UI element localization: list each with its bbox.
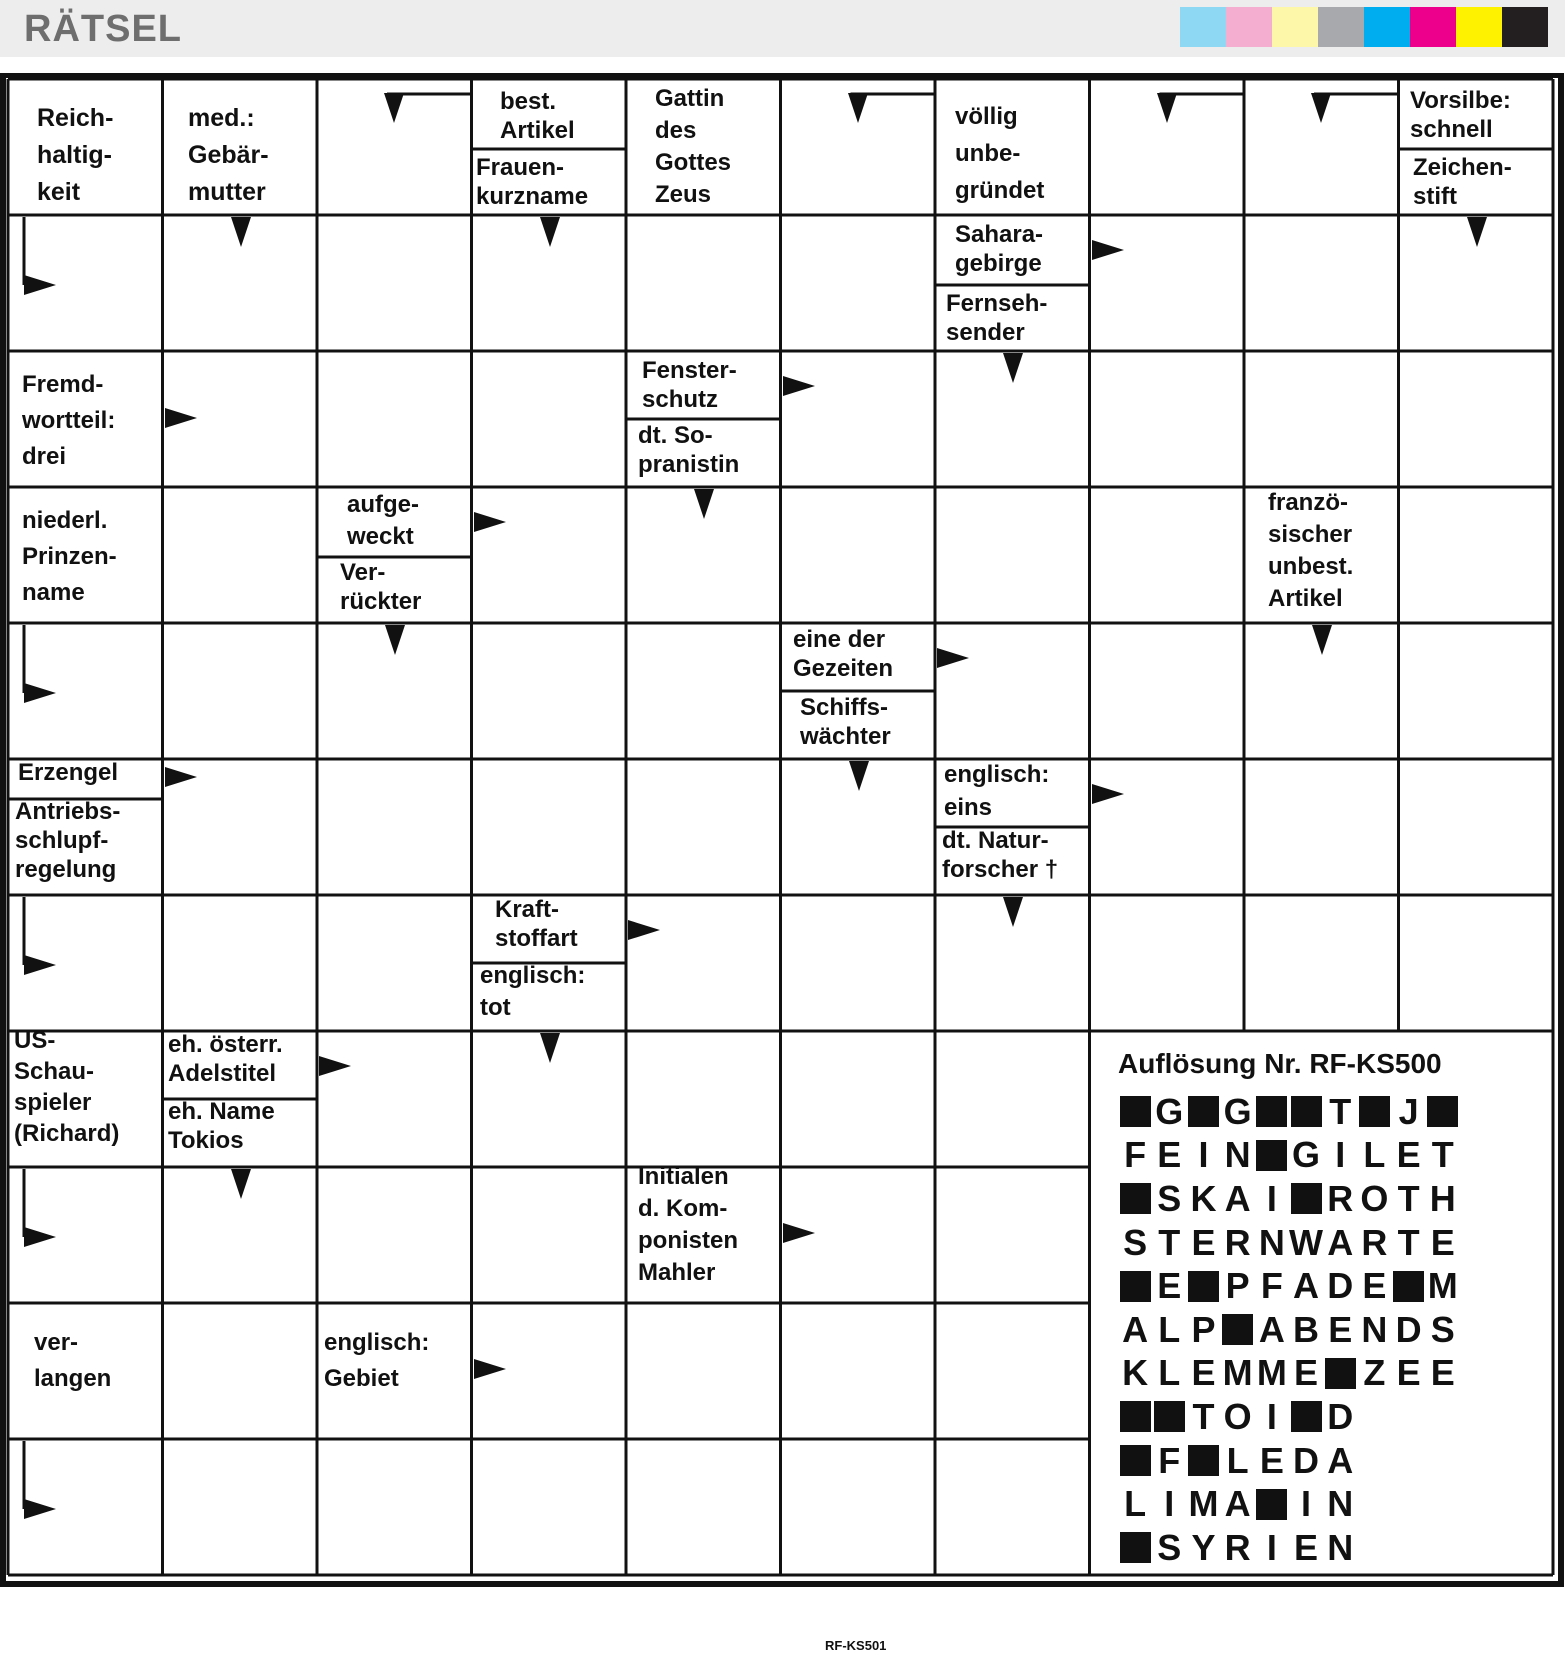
solution-row: [1118, 1177, 1460, 1221]
solution-row: [1118, 1395, 1460, 1439]
solution-black-square: [1357, 1090, 1391, 1134]
solution-letter: S: [1157, 1526, 1182, 1568]
solution-letter: N: [1327, 1483, 1354, 1525]
solution-letter: I: [1198, 1134, 1209, 1176]
clue-us-schauspieler: US- Schau- spieler (Richard): [14, 1027, 120, 1147]
clue-best-artikel: best. Artikel: [500, 88, 575, 144]
clue-fensterschutz: Fenster- schutz: [642, 357, 737, 413]
arrow-right-icon: [24, 955, 56, 975]
solution-letter: A: [1293, 1265, 1320, 1307]
solution-letter: G: [1155, 1090, 1184, 1132]
solution-letter: E: [1328, 1308, 1353, 1350]
solution-letter: L: [1158, 1352, 1181, 1394]
clue-initialen-mahler: Initialen d. Kom- ponisten Mahler: [638, 1163, 738, 1286]
solution-letter: E: [1259, 1439, 1284, 1481]
solution-black-square: [1118, 1264, 1152, 1308]
arrow-down-icon: [540, 217, 560, 247]
arrow-right-icon: [24, 275, 56, 295]
solution-black-square: [1118, 1395, 1152, 1439]
solution-letter: I: [1301, 1483, 1312, 1525]
solution-letter: M: [1188, 1483, 1219, 1525]
solution-letter: E: [1157, 1265, 1182, 1307]
solution-letter: N: [1361, 1308, 1388, 1350]
solution-black-square: [1152, 1395, 1186, 1439]
clue-vorsilbe-schnell: Vorsilbe: schnell: [1410, 87, 1511, 143]
color-calibration-bar: [1180, 7, 1548, 47]
puzzle-code: RF-KS501: [825, 1638, 887, 1653]
solution-letter: R: [1327, 1177, 1354, 1219]
clue-adelstitel: eh. österr. Adelstitel: [168, 1031, 283, 1087]
arrow-down-icon: [540, 1033, 560, 1063]
solution-letter: M: [1222, 1352, 1253, 1394]
solution-letter: E: [1430, 1221, 1455, 1263]
clue-reichhaltigkeit: Reich- haltig- keit: [37, 104, 114, 206]
solution-letter: K: [1190, 1177, 1217, 1219]
solution-row: [1118, 1221, 1460, 1265]
solution-black-square: [1255, 1134, 1289, 1178]
solution-letter: A: [1224, 1483, 1251, 1525]
arrow-right-icon: [783, 1223, 815, 1243]
solution-letter: J: [1398, 1090, 1419, 1132]
solution-letter: F: [1158, 1439, 1181, 1481]
arrow-down-icon: [1157, 93, 1177, 123]
solution-letter: E: [1191, 1221, 1216, 1263]
solution-letter: I: [1335, 1134, 1346, 1176]
clue-verlangen: ver- langen: [34, 1329, 112, 1392]
solution-black-square: [1289, 1090, 1323, 1134]
solution-letter: A: [1122, 1308, 1149, 1350]
clue-englisch-eins: englisch: eins: [944, 761, 1050, 821]
solution-letter: S: [1157, 1177, 1182, 1219]
solution-letter: E: [1294, 1352, 1319, 1394]
solution-letter: A: [1327, 1221, 1354, 1263]
solution-black-square: [1186, 1439, 1220, 1483]
solution-letter: A: [1224, 1177, 1251, 1219]
solution-letter: E: [1362, 1265, 1387, 1307]
arrow-right-icon: [24, 1499, 56, 1519]
page-title: RÄTSEL: [24, 8, 182, 50]
clue-gattin-des-zeus: Gattin des Gottes Zeus: [655, 85, 732, 208]
clue-verrueckter: Ver- rückter: [340, 559, 422, 615]
arrow-down-icon: [384, 93, 404, 123]
solution-letter: K: [1122, 1352, 1149, 1394]
arrow-down-icon: [1003, 353, 1023, 383]
arrow-down-icon: [1312, 625, 1332, 655]
solution-letter: G: [1292, 1134, 1321, 1176]
solution-letter: O: [1223, 1395, 1252, 1437]
solution-letter: R: [1361, 1221, 1388, 1263]
solution-letter: T: [1192, 1395, 1215, 1437]
solution-row: [1118, 1264, 1460, 1308]
solution-letter: R: [1224, 1526, 1251, 1568]
arrow-right-icon: [474, 512, 506, 532]
solution-black-square: [1118, 1090, 1152, 1134]
arrow-right-icon: [319, 1056, 351, 1076]
solution-letter: E: [1430, 1352, 1455, 1394]
solution-letter: I: [1164, 1483, 1175, 1525]
solution-letter: T: [1158, 1221, 1181, 1263]
arrow-down-icon: [1003, 897, 1023, 927]
arrow-down-icon: [1467, 217, 1487, 247]
solution-letter: S: [1430, 1308, 1455, 1350]
color-swatch: [1502, 7, 1548, 47]
solution-letter: W: [1289, 1221, 1324, 1263]
color-swatch: [1226, 7, 1272, 47]
solution-letter: M: [1427, 1265, 1458, 1307]
solution-letter: L: [1124, 1483, 1147, 1525]
clue-voellig-unbegruendet: völlig unbe- gründet: [955, 103, 1045, 204]
arrow-right-icon: [165, 408, 197, 428]
arrow-down-icon: [1311, 93, 1331, 123]
solution-black-square: [1118, 1177, 1152, 1221]
arrow-down-icon: [231, 1169, 251, 1199]
solution-black-square: [1118, 1526, 1152, 1570]
solution-letter: S: [1123, 1221, 1148, 1263]
solution-letter: L: [1226, 1439, 1249, 1481]
solution-grid: [1118, 1090, 1460, 1570]
arrow-down-icon: [694, 489, 714, 519]
solution-letter: E: [1157, 1134, 1182, 1176]
arrow-right-icon: [1092, 240, 1124, 260]
solution-letter: H: [1429, 1177, 1456, 1219]
solution-letter: E: [1396, 1134, 1421, 1176]
solution-black-square: [1186, 1264, 1220, 1308]
arrow-right-icon: [937, 648, 969, 668]
arrow-right-icon: [783, 376, 815, 396]
arrow-right-icon: [628, 920, 660, 940]
color-swatch: [1364, 7, 1410, 47]
clue-erzengel: Erzengel: [18, 759, 119, 786]
solution-black-square: [1426, 1090, 1460, 1134]
solution-letter: F: [1260, 1265, 1283, 1307]
solution-letter: T: [1431, 1134, 1454, 1176]
solution-letter: E: [1191, 1352, 1216, 1394]
header-bar: [0, 0, 1565, 57]
clue-kraftstoffart: Kraft- stoffart: [495, 896, 578, 952]
solution-title: Auflösung Nr. RF-KS500: [1118, 1048, 1442, 1079]
color-swatch: [1318, 7, 1364, 47]
arrow-down-icon: [849, 761, 869, 791]
solution-letter: B: [1293, 1308, 1320, 1350]
solution-letter: E: [1294, 1526, 1319, 1568]
arrow-down-icon: [231, 217, 251, 247]
clue-prinzenname: niederl. Prinzen- name: [22, 507, 117, 606]
solution-black-square: [1323, 1352, 1357, 1396]
color-swatch: [1272, 7, 1318, 47]
solution-letter: N: [1224, 1134, 1251, 1176]
solution-letter: D: [1293, 1439, 1320, 1481]
arrow-right-icon: [24, 1227, 56, 1247]
clue-englisch-tot: englisch: tot: [480, 962, 586, 1021]
solution-letter: T: [1397, 1177, 1420, 1219]
solution-black-square: [1289, 1395, 1323, 1439]
clue-schiffswaechter: Schiffs- wächter: [800, 694, 891, 750]
color-swatch: [1180, 7, 1226, 47]
solution-letter: Z: [1363, 1352, 1386, 1394]
clue-gezeiten: eine der Gezeiten: [793, 626, 894, 682]
clue-zeichenstift: Zeichen- stift: [1413, 154, 1512, 210]
solution-letter: G: [1223, 1090, 1252, 1132]
solution-letter: T: [1397, 1221, 1420, 1263]
solution-letter: L: [1363, 1134, 1386, 1176]
arrow-down-icon: [385, 625, 405, 655]
solution-letter: T: [1329, 1090, 1352, 1132]
arrow-down-icon: [848, 93, 868, 123]
solution-black-square: [1255, 1482, 1289, 1526]
solution-letter: I: [1266, 1395, 1277, 1437]
solution-letter: D: [1327, 1265, 1354, 1307]
clue-aufgeweckt: aufge- weckt: [347, 491, 419, 550]
arrow-right-icon: [24, 683, 56, 703]
clue-sopranistin: dt. So- pranistin: [638, 422, 740, 478]
arrow-right-icon: [165, 767, 197, 787]
solution-black-square: [1186, 1090, 1220, 1134]
solution-letter: P: [1191, 1308, 1216, 1350]
solution-letter: L: [1158, 1308, 1181, 1350]
solution-letter: M: [1256, 1352, 1287, 1394]
solution-letter: F: [1124, 1134, 1147, 1176]
solution-letter: I: [1266, 1177, 1277, 1219]
solution-letter: A: [1327, 1439, 1354, 1481]
arrow-right-icon: [1092, 784, 1124, 804]
clue-fremdwortteil-drei: Fremd- wortteil: drei: [22, 371, 116, 470]
clue-fernsehsender: Fernseh- sender: [946, 290, 1048, 346]
color-swatch: [1410, 7, 1456, 47]
solution-row: [1118, 1090, 1460, 1134]
solution-letter: A: [1258, 1308, 1285, 1350]
solution-row: [1118, 1308, 1460, 1352]
solution-letter: N: [1327, 1526, 1354, 1568]
solution-letter: Y: [1191, 1526, 1216, 1568]
solution-row: [1118, 1526, 1460, 1570]
solution-black-square: [1221, 1308, 1255, 1352]
solution-letter: O: [1360, 1177, 1389, 1219]
solution-black-square: [1118, 1439, 1152, 1483]
solution-letter: E: [1396, 1352, 1421, 1394]
clue-saharagebirge: Sahara- gebirge: [955, 221, 1044, 277]
clue-englisch-gebiet: englisch: Gebiet: [324, 1329, 430, 1392]
clue-frauenkurzname: Frauen- kurzname: [476, 154, 589, 210]
solution-letter: D: [1327, 1395, 1354, 1437]
solution-letter: D: [1395, 1308, 1422, 1350]
solution-black-square: [1392, 1264, 1426, 1308]
solution-row: [1118, 1352, 1460, 1396]
solution-row: [1118, 1482, 1460, 1526]
clue-name-tokios: eh. Name Tokios: [168, 1098, 275, 1154]
solution-letter: N: [1258, 1221, 1285, 1263]
clue-naturforscher: dt. Natur- forscher †: [942, 827, 1059, 883]
solution-black-square: [1289, 1177, 1323, 1221]
solution-letter: I: [1266, 1526, 1277, 1568]
solution-letter: R: [1224, 1221, 1251, 1263]
arrow-right-icon: [474, 1359, 506, 1379]
solution-black-square: [1255, 1090, 1289, 1134]
solution-row: [1118, 1439, 1460, 1483]
solution-letter: P: [1225, 1265, 1250, 1307]
color-swatch: [1456, 7, 1502, 47]
clue-antriebsschlupfregelung: Antriebs- schlupf- regelung: [15, 798, 121, 883]
clue-gebaermutter: med.: Gebär- mutter: [188, 104, 269, 206]
clue-franzoesischer-artikel: franzö- sischer unbest. Artikel: [1268, 489, 1354, 612]
solution-row: [1118, 1134, 1460, 1178]
